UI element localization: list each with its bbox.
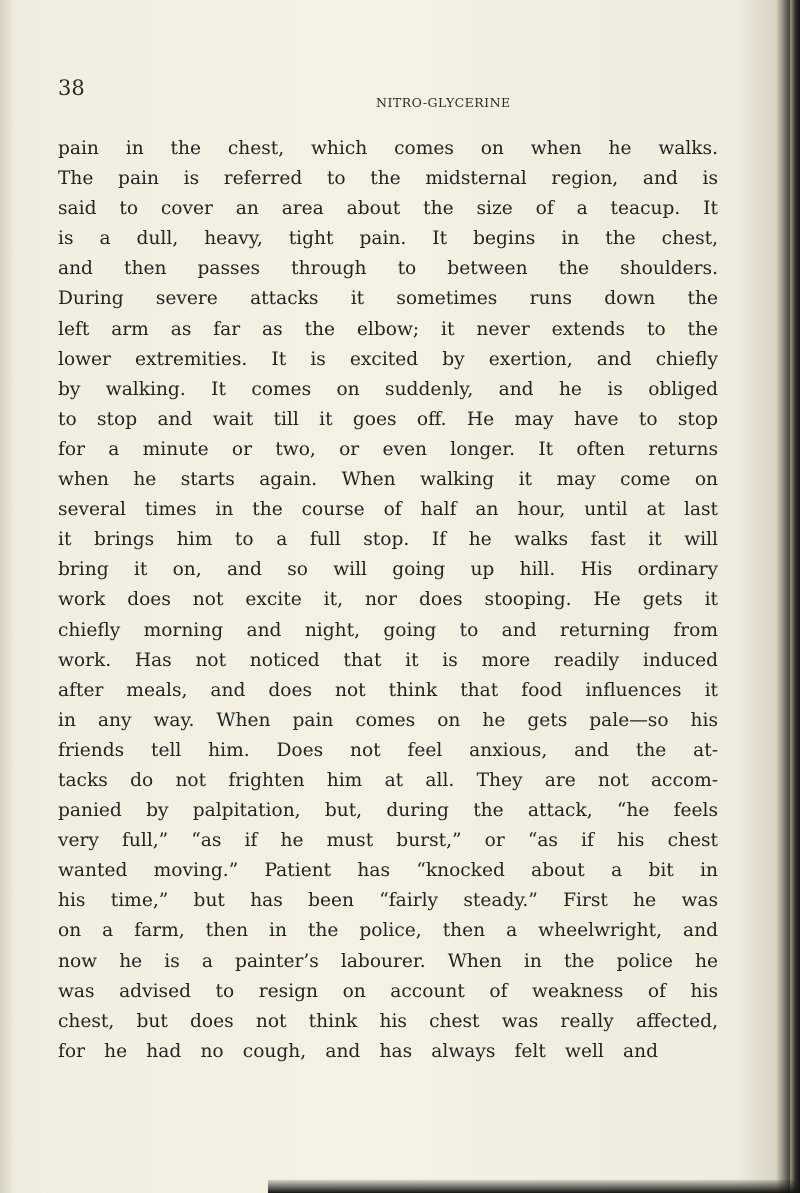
- text-line: tacks do not frighten him at all. They are not accom-: [58, 769, 718, 791]
- text-line: by walking. It comes on suddenly, and he is obliged: [58, 378, 718, 400]
- body-text: [58, 134, 718, 1067]
- text-line: left arm as far as the elbow; it never extends to the: [58, 318, 718, 340]
- text-line: friends tell him. Does not feel anxious, and the at-: [58, 739, 718, 761]
- page-edge-bottom: [268, 1180, 800, 1193]
- text-line: During severe attacks it sometimes runs down the: [58, 288, 718, 310]
- text-line: pain in the chest, which comes on when he walks.: [58, 138, 718, 159]
- text-line: his time,” but has been “fairly steady.” First he was: [58, 890, 718, 912]
- text-line: said to cover an area about the size of a teacup. It: [58, 198, 718, 220]
- text-line: wanted moving.” Patient has “knocked about a bit in: [58, 860, 718, 882]
- text-line: for a minute or two, or even longer. It often returns: [58, 438, 718, 460]
- text-line: The pain is referred to the midsternal region, and is: [58, 168, 718, 190]
- text-line: work. Has not noticed that it is more readily induced: [58, 649, 718, 671]
- text-line: chest, but does not think his chest was really affected,: [58, 1010, 718, 1032]
- page-gutter-shadow: [0, 0, 14, 1193]
- text-line: when he starts again. When walking it may come on: [58, 469, 718, 491]
- page-number: 38: [58, 76, 85, 100]
- text-line: is a dull, heavy, tight pain. It begins in the chest,: [58, 228, 718, 250]
- text-line: after meals, and does not think that food influences it: [58, 679, 718, 701]
- text-line: and then passes through to between the shoulders.: [58, 258, 718, 280]
- text-line: several times in the course of half an hour, until at last: [58, 499, 718, 521]
- running-head: NITRO-GLYCERINE: [376, 95, 511, 110]
- text-line: on a farm, then in the police, then a wheelwright, and: [58, 920, 718, 942]
- text-line: was advised to resign on account of weakness of his: [58, 980, 718, 1002]
- text-line: panied by palpitation, but, during the attack, “he feels: [58, 800, 718, 822]
- page-edge-right: [790, 0, 800, 1193]
- text-line: for he had no cough, and has always felt well and: [58, 1040, 658, 1062]
- text-line: it brings him to a full stop. If he walks fast it will: [58, 529, 718, 551]
- text-line: bring it on, and so will going up hill. His ordinary: [58, 559, 718, 581]
- text-line: now he is a painter’s labourer. When in the police he: [58, 950, 718, 972]
- text-line: lower extremities. It is excited by exertion, and chiefly: [58, 348, 718, 370]
- text-line: in any way. When pain comes on he gets pale—so his: [58, 709, 718, 731]
- text-line: work does not excite it, nor does stooping. He gets it: [58, 589, 718, 611]
- text-line: chiefly morning and night, going to and returning from: [58, 619, 718, 641]
- text-line: very full,” “as if he must burst,” or “as if his chest: [58, 830, 718, 852]
- text-line: to stop and wait till it goes off. He may have to stop: [58, 408, 718, 430]
